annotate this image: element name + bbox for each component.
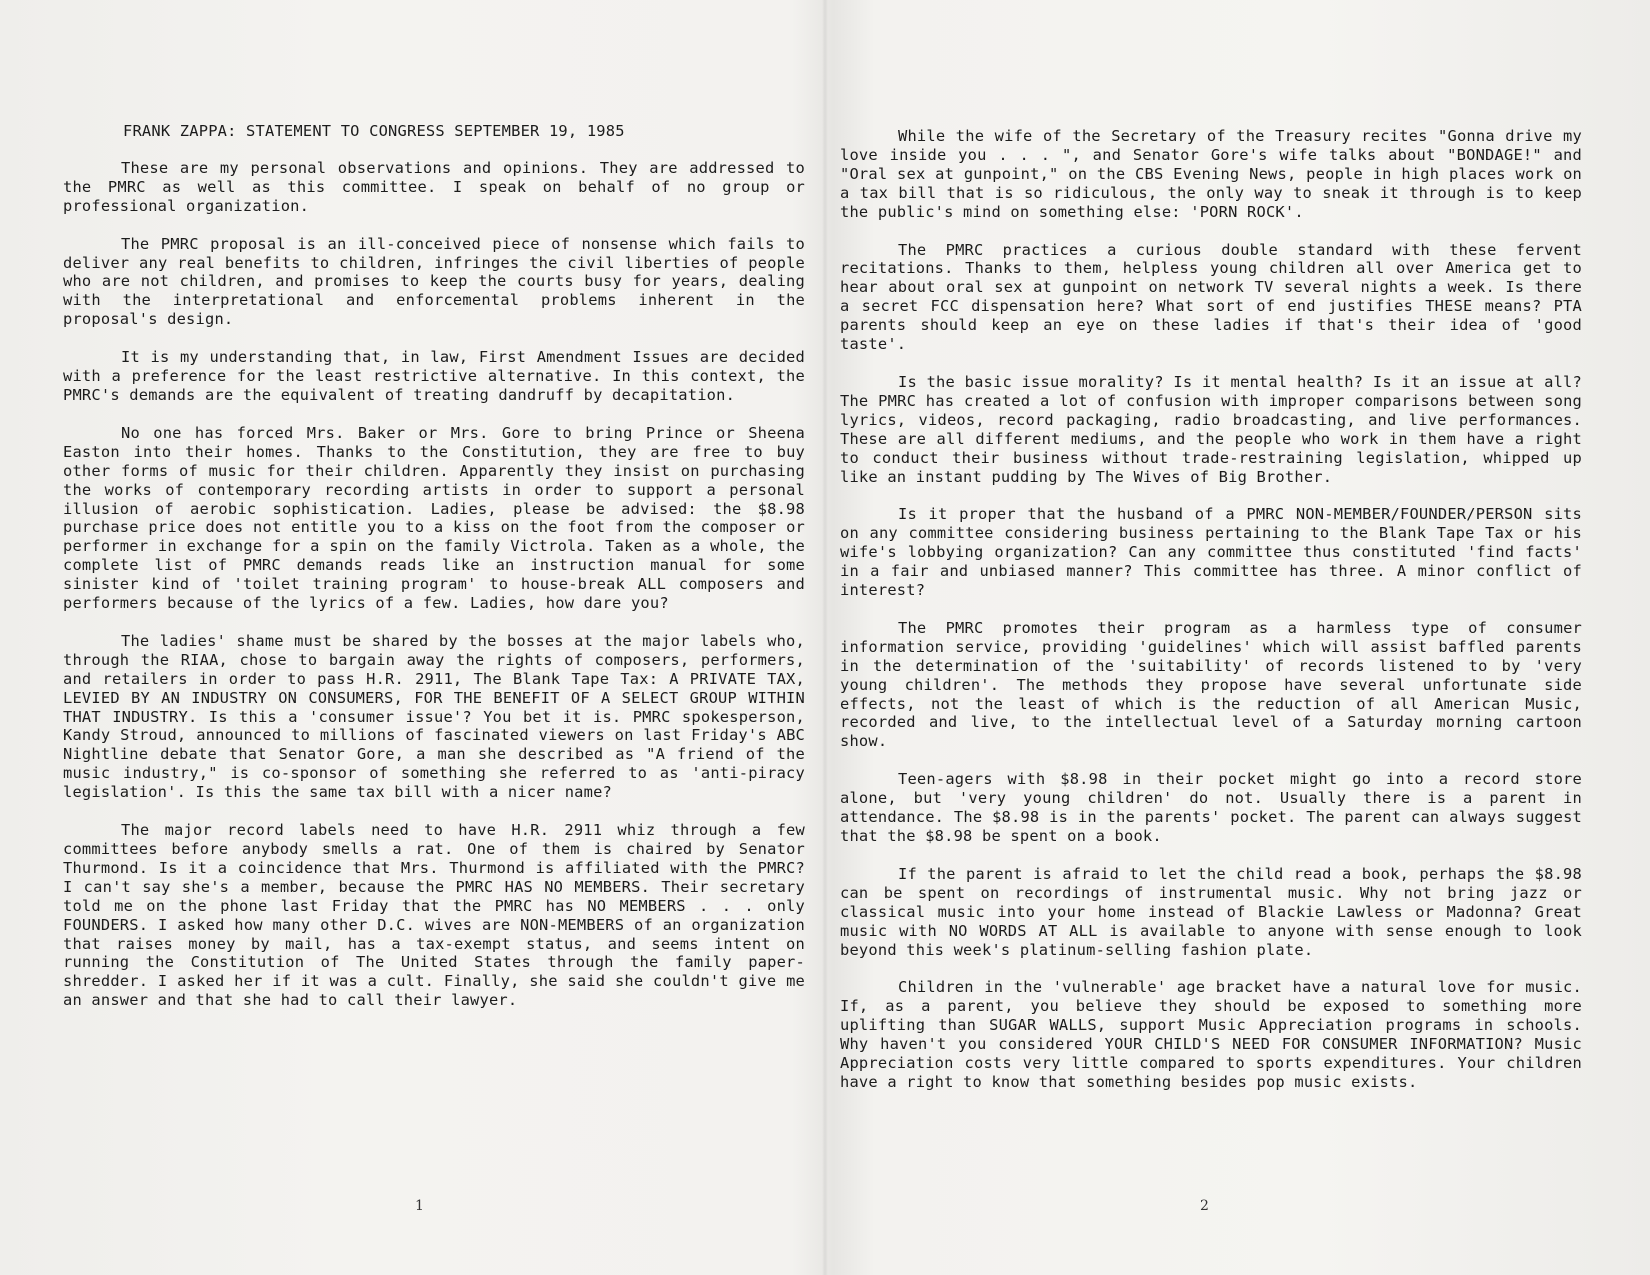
paragraph: The ladies' shame must be shared by the bosses at the major labels who, through the RIAA, chose to bargain away the rights of composers, performers, and retailers in order to pass H.R. 2911, The Blank Tape Tax: A PRIVATE TAX, LEVIED BY AN INDUSTRY ON CONSUMERS, FOR THE BENEFIT OF A SELECT GROUP WITHIN THAT INDUSTRY. Is this a 'consumer issue'? You bet it is. PMRC spokesperson, Kandy Stroud, announced to millions of fascinated viewers on last Friday's ABC Nightline debate that Senator Gore, a man she described as "A friend of the music industry," is co-sponsor of something she referred to as 'anti-piracy legislation'. Is this the same tax bill with a nicer name? (63, 631, 805, 802)
paragraph: The PMRC proposal is an ill-conceived piece of nonsense which fails to deliver any real benefits to children, infringes the civil liberties of people who are not children, and promises to keep the courts busy for years, dealing with the interpretational and enforcemental problems inherent in the proposal's design. (63, 234, 805, 329)
paragraph: The PMRC promotes their program as a harmless type of consumer information service, providing 'guidelines' which will assist baffled parents in the determination of the 'suitability' of records listened to by 'very young children'. The methods they propose have several unfortunate side effects, not the least of which is the reduction of all American Music, recorded and live, to the intellectual level of a Saturday morning cartoon show. (840, 618, 1582, 751)
paragraph: The PMRC practices a curious double standard with these fervent recitations. Thanks to them, helpless young children all over America get to hear about oral sex at gunpoint on network TV several nights a week. Is there a secret FCC dispensation here? What sort of end justifies THESE means? PTA parents should keep an eye on these ladies if that's their idea of 'good taste'. (840, 240, 1582, 354)
paragraph: The major record labels need to have H.R. 2911 whiz through a few committees before anybody smells a rat. One of them is chaired by Senator Thurmond. Is it a coincidence that Mrs. Thurmond is affiliated with the PMRC? I can't say she's a member, because the PMRC HAS NO MEMBERS. Their secretary told me on the phone last Friday that the PMRC has NO MEMBERS . . . only FOUNDERS. I asked how many other D.C. wives are NON-MEMBERS of an organization that raises money by mail, has a tax-exempt status, and seems intent on running the Constitution of The United States through the family paper-shredder. I asked her if it was a cult. Finally, she said she couldn't give me an answer and that she had to call their lawyer. (63, 821, 805, 1010)
paragraph: Children in the 'vulnerable' age bracket have a natural love for music. If, as a parent, you believe they should be exposed to something more uplifting than SUGAR WALLS, support Music Appreciation programs in schools. Why haven't you considered YOUR CHILD'S NEED FOR CONSUMER INFORMATION? Music Appreciation costs very little compared to sports expenditures. Your children have a right to know that something besides pop music exists. (840, 978, 1582, 1091)
paragraph: Teen-agers with $8.98 in their pocket might go into a record store alone, but 'very young children' do not. Usually there is a parent in attendance. The $8.98 is in the parents' pocket. The parent can always suggest that the $8.98 be spent on a book. (840, 770, 1582, 845)
paragraph: Is it proper that the husband of a PMRC NON-MEMBER/FOUNDER/PERSON sits on any committee considering business pertaining to the Blank Tape Tax or his wife's lobbying organization? Can any committee thus constituted 'find facts' in a fair and unbiased manner? This committee has three. A minor conflict of interest? (840, 505, 1582, 600)
document-title: FRANK ZAPPA: STATEMENT TO CONGRESS SEPTEMBER 19, 1985 (123, 122, 625, 140)
page-1-text-column (63, 122, 805, 1029)
paragraph: It is my understanding that, in law, First Amendment Issues are decided with a preference for the least restrictive alternative. In this context, the PMRC's demands are the equivalent of treating dandruff by decapitation. (63, 348, 805, 404)
page-2-text-column (840, 127, 1582, 1111)
paragraph: Is the basic issue morality? Is it mental health? Is it an issue at all? The PMRC has created a lot of confusion with improper comparisons between song lyrics, videos, record packaging, radio broadcasting, and live performances. These are all different mediums, and the people who work in them have a right to conduct their business without trade-restraining legislation, whipped up like an instant pudding by The Wives of Big Brother. (840, 372, 1582, 486)
page-number: 2 (1200, 1198, 1209, 1214)
paragraph: If the parent is afraid to let the child read a book, perhaps the $8.98 can be spent on recordings of instrumental music. Why not bring jazz or classical music into your home instead of Blackie Lawless or Madonna? Great music with NO WORDS AT ALL is available to anyone with sense enough to look beyond this week's platinum-selling fashion plate. (840, 864, 1582, 959)
paragraph: These are my personal observations and opinions. They are addressed to the PMRC as well as this committee. I speak on behalf of no group or professional organization. (63, 158, 805, 215)
page-2 (825, 0, 1650, 1275)
paragraph: While the wife of the Secretary of the Treasury recites "Gonna drive my love inside you . . . ", and Senator Gore's wife talks about "BONDAGE!" and "Oral sex at gunpoint," on the CBS Evening News, people in high places work on a tax bill that is so ridiculous, the only way to sneak it through is to keep the public's mind on something else: 'PORN ROCK'. (840, 127, 1582, 221)
page-number: 1 (415, 1198, 424, 1214)
paragraph: No one has forced Mrs. Baker or Mrs. Gore to bring Prince or Sheena Easton into their homes. Thanks to the Constitution, they are free to buy other forms of music for their children. Apparently they insist on purchasing the works of contemporary recording artists in order to support a personal illusion of aerobic sophistication. Ladies, please be advised: the $8.98 purchase price does not entitle you to a kiss on the foot from the composer or performer in exchange for a spin on the family Victrola. Taken as a whole, the complete list of PMRC demands reads like an instruction manual for some sinister kind of 'toilet training program' to house-break ALL composers and performers because of the lyrics of a few. Ladies, how dare you? (63, 423, 805, 613)
